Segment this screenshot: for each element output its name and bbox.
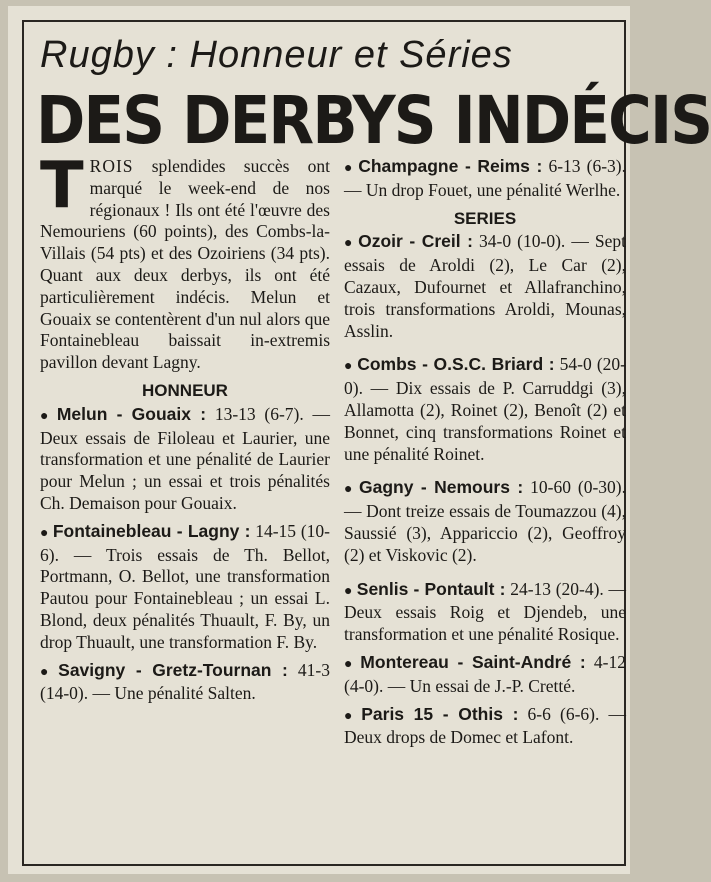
match-report: 6-13 (6-3). — Un drop Fouet, une pénalité Werlhe. [344, 156, 626, 200]
match-report: 41-3 (14-0). — Une pénalité Salten. [40, 659, 330, 704]
drop-cap: T [40, 149, 84, 223]
bullet-icon: ● [344, 482, 356, 498]
intro-text: splendides succès ont marqué le week-end de nos régionaux ! Ils ont été l'œuvre des Nemouriens (60 points), des Combs-la-Villais (54 pts) et des Ozoiriens (34 pts). Quant aux deux derbys, ils ont été particulièrement indécis. Melun et Gouaix se contentèrent d'un nul alors que Fontainebleau baissait in-extremis pavillon devant Lagny. [40, 156, 330, 373]
column-left [40, 149, 330, 711]
match-teams: Combs - O.S.C. Briard : [357, 354, 555, 375]
column-right [344, 156, 626, 755]
bullet-icon: ● [344, 236, 355, 252]
match-report: 13-13 (6-7). — Deux essais de Filoleau et Laurier, une transformation et une pénalité de Laurier pour Melun ; un essai et trois pénalités Ch. Demaison pour Gouaix. [40, 403, 330, 513]
match-result [344, 231, 626, 342]
match-result [40, 404, 330, 515]
match-result [344, 354, 626, 465]
match-report: 54-0 (20-0). — Dix essais de P. Carruddgi (3), Allamotta (2), Roinet (2), Benoît (2) et Bonnet, cinq transformations Roinet et une pénalité Roinet. [344, 354, 627, 464]
match-result [344, 156, 626, 202]
match-report: 14-15 (10-6). — Trois essais de Th. Bellot, Portmann, O. Bellot, une transformation Pautou pour Fontainebleau ; un essai L. Blond, deux pénalités Thuault, F. By, un drop Thuault, une transformation F. By. [40, 520, 330, 652]
intro-lead: ROIS [89, 156, 134, 176]
bullet-icon: ● [40, 408, 53, 424]
intro-paragraph [40, 149, 330, 374]
match-report: 4-12 (4-0). — Un essai de J.-P. Cretté. [344, 651, 626, 696]
match-teams: Savigny - Gretz-Tournan : [58, 659, 288, 680]
match-result [40, 660, 330, 706]
match-result [344, 704, 626, 750]
match-teams: Montereau - Saint-André : [360, 651, 586, 672]
match-report: 10-60 (0-30). — Dont treize essais de Toumazzou (4), Saussié (3), Appariccio (2), Geoffroy (2) et Viskovic (2). [344, 477, 626, 565]
article-headline: DES DERBYS INDÉCIS [36, 82, 711, 159]
newspaper-clipping [8, 6, 711, 874]
bullet-icon: ● [40, 525, 49, 541]
match-report: 6-6 (6-6). — Deux drops de Domec et Lafont. [344, 703, 627, 748]
match-result [344, 652, 626, 698]
bullet-icon: ● [344, 359, 354, 375]
match-teams: Gagny - Nemours : [359, 477, 524, 498]
match-teams: Fontainebleau - Lagny : [52, 520, 251, 541]
match-teams: Melun - Gouaix : [56, 403, 207, 424]
match-result [40, 521, 330, 654]
bullet-icon: ● [344, 583, 353, 599]
match-teams: Paris 15 - Othis : [361, 703, 519, 724]
bullet-icon: ● [40, 664, 55, 680]
bullet-icon: ● [344, 708, 358, 724]
match-teams: Senlis - Pontault : [356, 578, 506, 599]
bullet-icon: ● [344, 161, 355, 176]
match-teams: Ozoir - Creil : [358, 231, 473, 252]
section-title-honneur: HONNEUR [142, 380, 228, 400]
section-title-series: SERIES [453, 208, 517, 228]
bullet-icon: ● [344, 656, 357, 672]
article-kicker: Rugby : Honneur et Séries [40, 34, 513, 76]
match-report: 34-0 (10-0). — Sept essais de Aroldi (2), Le Car (2), Cazaux, Dufournet et Allafranchino, trois transformations Aroldi, Mounas, Asslin. [344, 231, 626, 341]
match-result [344, 477, 626, 566]
match-result [344, 579, 626, 646]
match-report: 24-13 (20-4). — Deux essais Roig et Djendeb, une transformation et une pénalité Rosique. [344, 578, 626, 645]
match-teams: Champagne - Reims : [358, 156, 543, 176]
